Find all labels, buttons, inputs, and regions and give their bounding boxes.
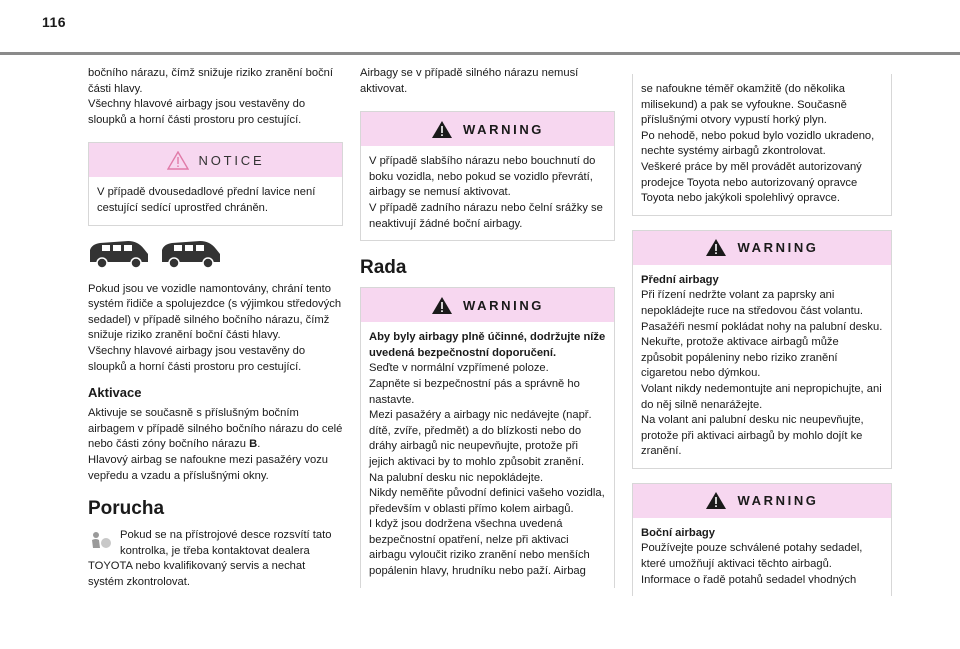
intro-text: bočního nárazu, čímž snižuje riziko zranění boční části hlavy. Všechny hlavové airbagy jsou vestavěny do sloupků a horní části prostoru pro cestující. [88,67,334,126]
warning-title: WARNING [737,493,819,509]
warning-body [633,518,891,596]
warning-box-4 [632,483,892,596]
system-description: Pokud jsou ve vozidle namontovány, chrání tento systém řidiče a spolujezdce (s výjimkou středových sedadel) v případě silného bočního nárazu, čímž snižuje riziko zranění boční části hlavy. Všechny hlavové airbagy jsou vestavěny do sloupků a horní části prostoru pro cestující. [88,282,342,373]
warning-title: WARNING [462,297,545,313]
warning-bold-text: Aby byly airbagy plně účinné, dodržujte níže uvedená bezpečnostní doporučení. [369,331,606,359]
warning-header [633,231,891,265]
column-3 [632,74,892,606]
warning-header [633,484,891,518]
warning-body [361,322,614,588]
aktivace-text: Aktivuje se současně s příslušným bočním airbagem v případě silného bočního nárazu do celé nebo části zóny bočního nárazu B. Hlavový airbag se nafoukne mezi pasažéry vozu vepředu a vzadu a příslušnými okny. [88,407,343,482]
warning-text: Používejte pouze schválené potahy sedadel, které umožňují aktivaci těchto airbagů. Informace o řadě potahů sedadel vhodných [641,542,863,586]
warning-header [361,112,614,146]
porucha-heading: Porucha [88,498,165,520]
continuation-box [632,74,892,216]
header-rule [0,52,960,55]
car-icon [160,236,222,270]
notice-header [89,143,342,177]
warning-triangle-icon [431,120,453,139]
warning-title: WARNING [462,121,545,137]
page-number: 116 [42,14,67,30]
notice-title: NOTICE [198,152,265,168]
warning-box-1 [360,111,615,241]
warning-text: Seďte v normální vzpřímené poloze. Zapněte si bezpečnostní pás a správně ho nastavte. Mezi pasažéry a airbagy nic nedávejte (např. dítě, zvíře, předmět) a do blízkosti nebo do dráhy airbagů nic neupevňujte, protože při jejich aktivaci by to mohlo způsobit zranění. Na palubní desku nic nepokládejte. Nikdy neměňte původní definici vašeho vozidla, především v oblasti přímo kolem airbagů. I když jsou dodržena všechna uvedená bezpečnostní opatření, nelze při aktivaci airbagu vyloučit riziko zranění nebo menších popálenin hlavy, hrudníku nebo paží. Airbag [369,362,605,578]
warning-subheading: Přední airbagy [641,273,719,286]
continuation-text: se nafoukne téměř okamžitě (do několika milisekund) a pak se vyfoukne. Současně příslušnými otvory vypustí horký plyn. Po nehodě, nebo pokud bylo vozidlo ukradeno, nechte systémy airbagů zkontrolovat. Veškeré práce by měl provádět autorizovaný prodejce Toyota nebo autorizovaný opravce Toyota nebo jakýkoli spolehlivý opravce. [641,83,875,205]
porucha-paragraph [88,528,343,590]
warning-text: Při řízení nedržte volant za paprsky ani nepokládejte ruce na středovou část volantu. Pasažéři nesmí pokládat nohy na palubní desku. Nekuřte, protože aktivace airbagů může způsobit popáleniny nebo riziko zranění cigaretou nebo dýmkou. Volant nikdy nedemontujte ani nepropichujte, ani do něj silně nenarážejte. Na volant ani palubní desku nic neupevňujte, protože při aktivaci airbagů by mohlo dojít ke zranění. [641,289,883,458]
warning-body [361,146,614,240]
continuation-body [633,74,891,215]
warning-subheading: Boční airbagy [641,526,715,539]
notice-body [89,177,342,224]
rada-heading: Rada [360,257,407,279]
car-icon [88,236,150,270]
notice-text: V případě dvousedadlové přední lavice není cestující sedící uprostřed chráněn. [97,186,316,214]
warning-text: V případě slabšího nárazu nebo bouchnutí do boku vozidla, nebo pokud se vozidlo převrátí, airbagy se nemusí aktivovat. V případě zadního nárazu nebo čelní srážky se neaktivují žádné boční airbagy. [369,155,603,230]
car-illustrations [88,236,343,270]
warning-triangle-icon [705,238,727,257]
airbag-lamp-icon [88,530,114,552]
warning-triangle-icon [705,491,727,510]
warning-triangle-icon [167,151,189,170]
aktivace-heading: Aktivace [88,385,142,401]
column-1 [88,66,343,590]
column-2 [360,66,615,598]
warning-body [633,265,891,468]
intro-text-2: Airbagy se v případě silného nárazu nemusí aktivovat. [360,67,579,95]
warning-box-2 [360,287,615,588]
warning-header [361,288,614,322]
notice-box [88,142,343,225]
warning-triangle-icon [431,296,453,315]
porucha-text: Pokud se na přístrojové desce rozsvítí tato kontrolka, je třeba kontaktovat dealera TOYOTA nebo kvalifikovaný servis a nechat systém zkontrolovat. [88,529,332,588]
warning-box-3 [632,230,892,469]
warning-title: WARNING [737,240,819,256]
